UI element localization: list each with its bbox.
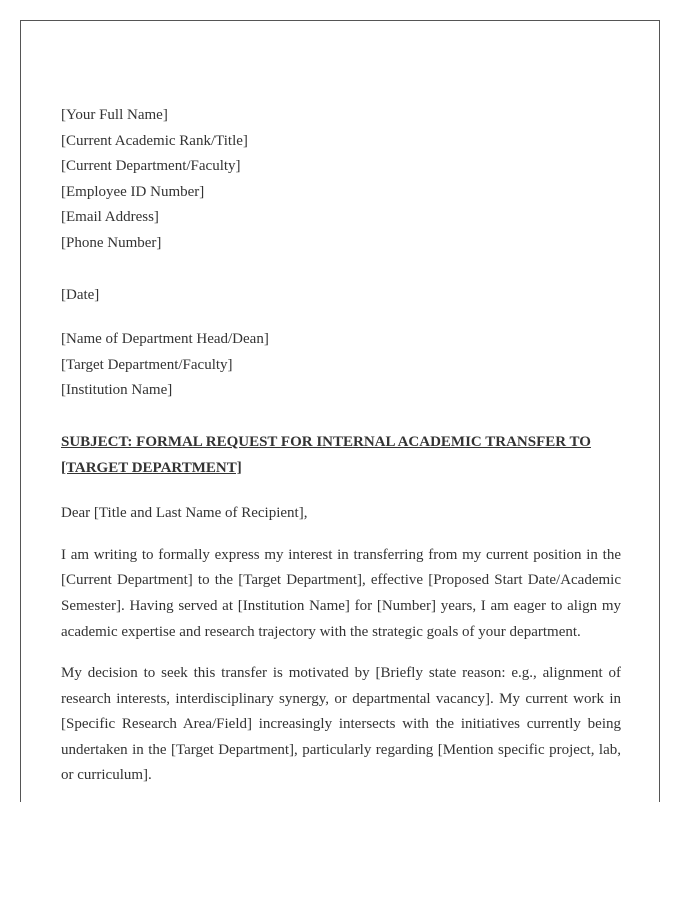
- sender-employee-id: [Employee ID Number]: [61, 183, 205, 200]
- sender-department: [Current Department/Faculty]: [61, 158, 241, 175]
- body-paragraph-2: My decision to seek this transfer is motivated by [Briefly state reason: e.g., alignment of research interests, interdisciplinary synergy, or departmental vacancy]. My current work in [Specific Research Area/Field] increasingly intersects with the initiatives currently being undertaken in the [Target Department], particularly regarding [Mention specific project, lab, or curriculum].: [61, 665, 621, 784]
- recipient-institution: [Institution Name]: [61, 382, 173, 399]
- letter-page: [20, 20, 660, 802]
- sender-full-name: [Your Full Name]: [61, 107, 168, 123]
- sender-block: [61, 103, 621, 257]
- sender-rank-title: [Current Academic Rank/Title]: [61, 132, 248, 149]
- recipient-block: [61, 327, 621, 404]
- recipient-department: [Target Department/Faculty]: [61, 356, 233, 373]
- letter-content: [61, 103, 621, 789]
- date-block: [61, 283, 621, 309]
- body-paragraph-1: I am writing to formally express my interest in transferring from my current position in the [Current Department] to the [Target Department], effective [Proposed Start Date/Academic Semester]. Having served at [Institution Name] for [Number] years, I am eager to align my academic expertise and research trajectory with the strategic goals of your department.: [61, 546, 621, 640]
- letter-date: [Date]: [61, 286, 100, 303]
- recipient-name: [Name of Department Head/Dean]: [61, 331, 269, 348]
- sender-email: [Email Address]: [61, 209, 159, 226]
- salutation: Dear [Title and Last Name of Recipient],: [61, 505, 308, 522]
- sender-phone: [Phone Number]: [61, 234, 162, 251]
- subject-line: SUBJECT: FORMAL REQUEST FOR INTERNAL ACADEMIC TRANSFER TO [TARGET DEPARTMENT]: [61, 433, 591, 476]
